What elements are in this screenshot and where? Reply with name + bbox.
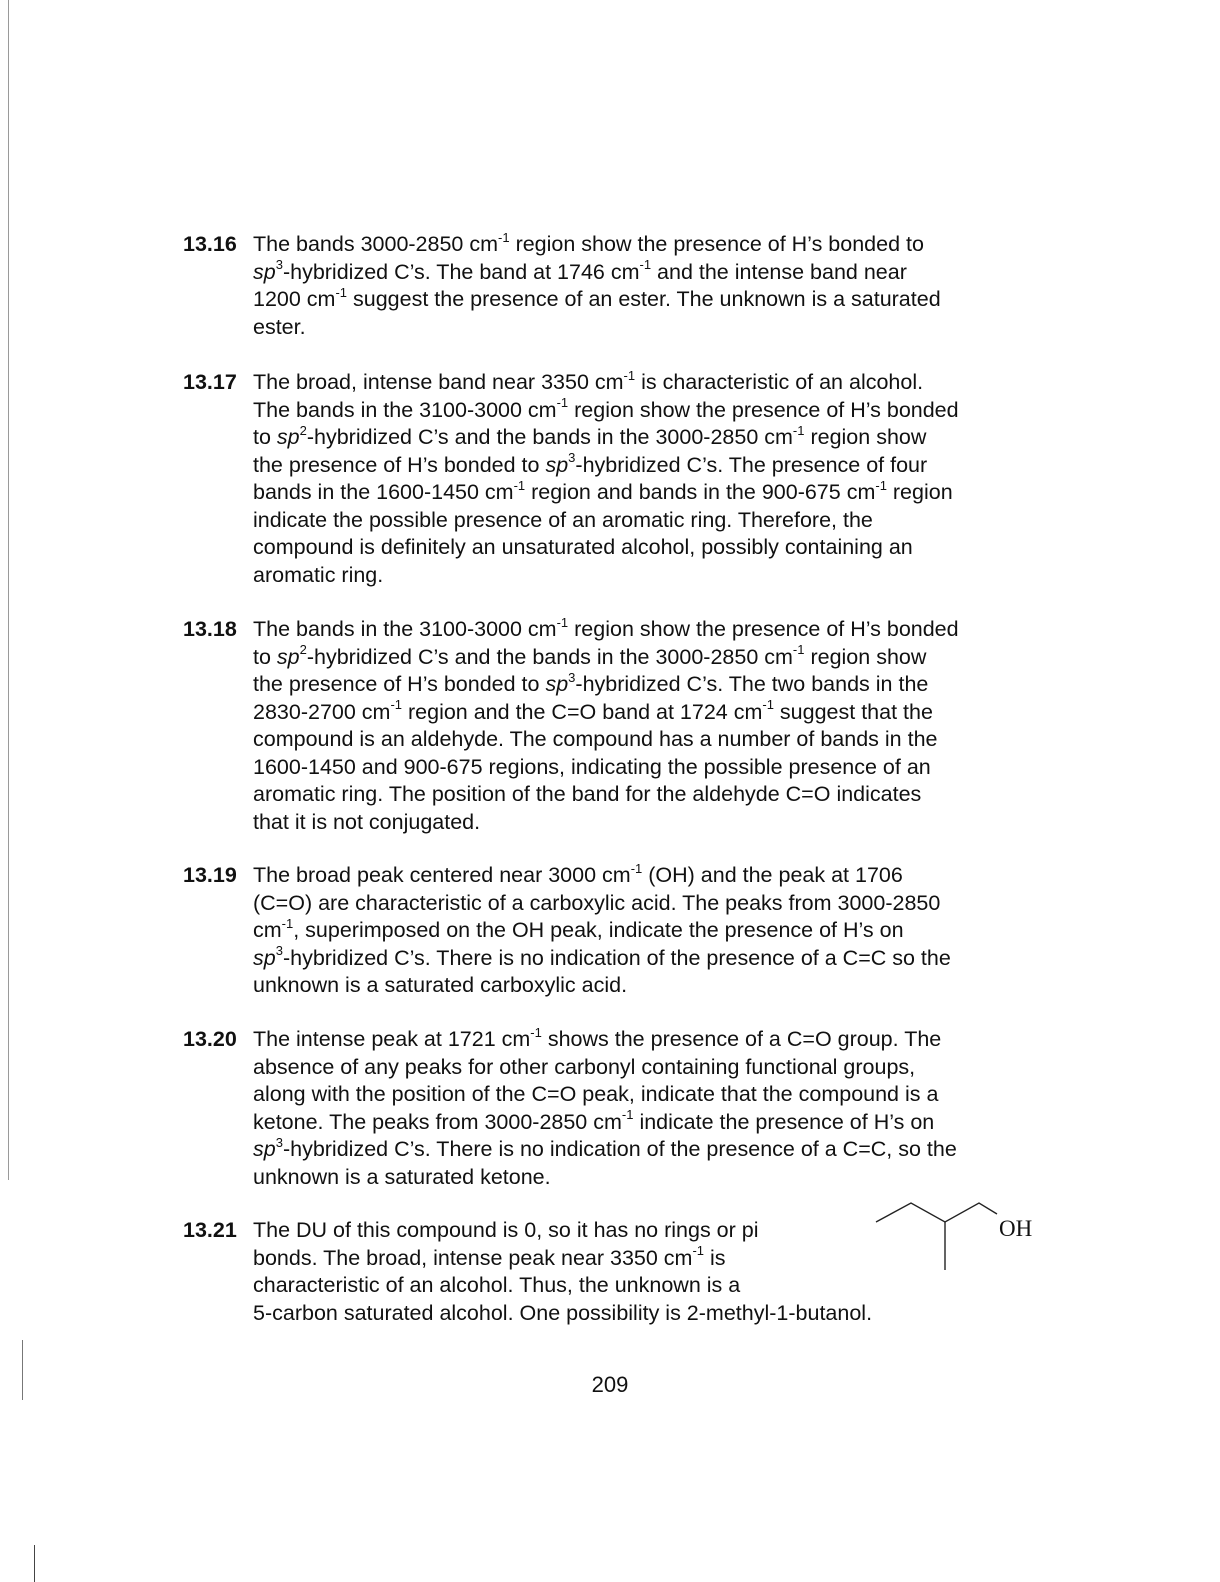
text-line: to $sp^2$-hybridized C’s and the bands in the 3000-2850 $cm^{-1}$ region show xyxy=(253,642,927,669)
text-line: absence of any peaks for other carbonyl containing functional groups, xyxy=(253,1054,916,1079)
answer-number: 13.20 xyxy=(183,1027,237,1051)
answer-number: 13.16 xyxy=(183,232,237,256)
answer-number: 13.18 xyxy=(183,617,237,641)
text-line: unknown is a saturated ketone. xyxy=(253,1164,551,1189)
text-line: The broad, intense band near 3350 $cm^{-1}$ is characteristic of an alcohol. xyxy=(253,367,924,394)
text-line: $cm^{-1}$, superimposed on the OH peak, indicate the presence of H’s on xyxy=(253,915,904,942)
answer-number: 13.19 xyxy=(183,863,237,887)
text-line: compound is definitely an unsaturated alcohol, possibly containing an xyxy=(253,535,913,559)
text-line: 5-carbon saturated alcohol. One possibility is 2-methyl-1-butanol. xyxy=(253,1300,873,1325)
text-line: The broad peak centered near 3000 $cm^{-1}$ (OH) and the peak at 1706 xyxy=(253,860,903,887)
answer-13-19 xyxy=(183,862,1053,1000)
text-line: ester. xyxy=(253,314,306,339)
text-line: bands in the 1600-1450 $cm^{-1}$ region and bands in the 900-675 $cm^{-1}$ region xyxy=(253,477,953,504)
text-line: characteristic of an alcohol. Thus, the unknown is a xyxy=(253,1273,741,1297)
text-line: The intense peak at 1721 $cm^{-1}$ shows the presence of a C=O group. The xyxy=(253,1024,942,1051)
answer-number: 13.21 xyxy=(183,1218,237,1242)
text-line: compound is an aldehyde. The compound has a number of bands in the xyxy=(253,727,938,751)
text-line: 2830-2700 $cm^{-1}$ region and the C=O band at 1724 $cm^{-1}$ suggest that the xyxy=(253,697,933,724)
text-line: $sp^3$-hybridized C’s. There is no indication of the presence of a C=C so the xyxy=(253,943,951,970)
text-line: the presence of H’s bonded to $sp^3$-hybridized C’s. The presence of four xyxy=(253,450,928,477)
text-line: 1600-1450 and 900-675 regions, indicating the possible presence of an xyxy=(253,754,931,779)
text-line: The DU of this compound is 0, so it has no rings or pi xyxy=(253,1218,759,1242)
text-line: that it is not conjugated. xyxy=(253,809,481,834)
scan-edge-mark-bottom xyxy=(34,1545,35,1582)
text-line: The bands in the 3100-3000 $cm^{-1}$ region show the presence of H’s bonded xyxy=(253,395,959,422)
page-number: 209 xyxy=(591,1372,629,1397)
text-line: unknown is a saturated carboxylic acid. xyxy=(253,973,628,997)
skeletal-structure-2-methyl-1-butanol xyxy=(873,1198,1043,1276)
answer-text xyxy=(253,862,1053,1000)
answer-number: 13.17 xyxy=(183,370,237,394)
scan-edge-line xyxy=(8,0,9,1180)
carbon-chain-bonds xyxy=(876,1203,997,1222)
text-line: The bands 3000-2850 $cm^{-1}$ region show the presence of H’s bonded to xyxy=(253,229,924,256)
text-line: along with the position of the C=O peak, indicate that the compound is a xyxy=(253,1082,939,1106)
text-line: 1200 $cm^{-1}$ suggest the presence of an ester. The unknown is a saturated xyxy=(253,284,941,311)
text-line: ketone. The peaks from 3000-2850 $cm^{-1}$ indicate the presence of H’s on xyxy=(253,1107,935,1134)
text-line: $sp^3$-hybridized C’s. The band at 1746 $cm^{-1}$ and the intense band near xyxy=(253,257,907,284)
text-line: aromatic ring. The position of the band for the aldehyde C=O indicates xyxy=(253,782,922,806)
text-line: the presence of H’s bonded to $sp^3$-hybridized C’s. The two bands in the xyxy=(253,669,929,696)
answer-13-18 xyxy=(183,616,1053,836)
text-line: (C=O) are characteristic of a carboxylic acid. The peaks from 3000-2850 xyxy=(253,890,941,915)
answer-13-17 xyxy=(183,369,1053,589)
text-line: bonds. The broad, intense peak near 3350 $cm^{-1}$ is xyxy=(253,1243,726,1270)
answer-text xyxy=(253,1026,1053,1191)
text-line: to $sp^2$-hybridized C’s and the bands in the 3000-2850 $cm^{-1}$ region show xyxy=(253,422,927,449)
text-line: aromatic ring. xyxy=(253,562,384,587)
answer-text xyxy=(253,369,1053,589)
answer-text xyxy=(253,231,1053,341)
answer-13-20 xyxy=(183,1026,1053,1191)
hydroxyl-label: OH xyxy=(999,1216,1033,1241)
answer-13-16 xyxy=(183,231,1053,341)
text-line: indicate the possible presence of an aromatic ring. Therefore, the xyxy=(253,507,873,532)
text-line: $sp^3$-hybridized C’s. There is no indication of the presence of a C=C, so the xyxy=(253,1134,957,1161)
answer-text xyxy=(253,616,1053,836)
text-line: The bands in the 3100-3000 $cm^{-1}$ region show the presence of H’s bonded xyxy=(253,614,959,641)
